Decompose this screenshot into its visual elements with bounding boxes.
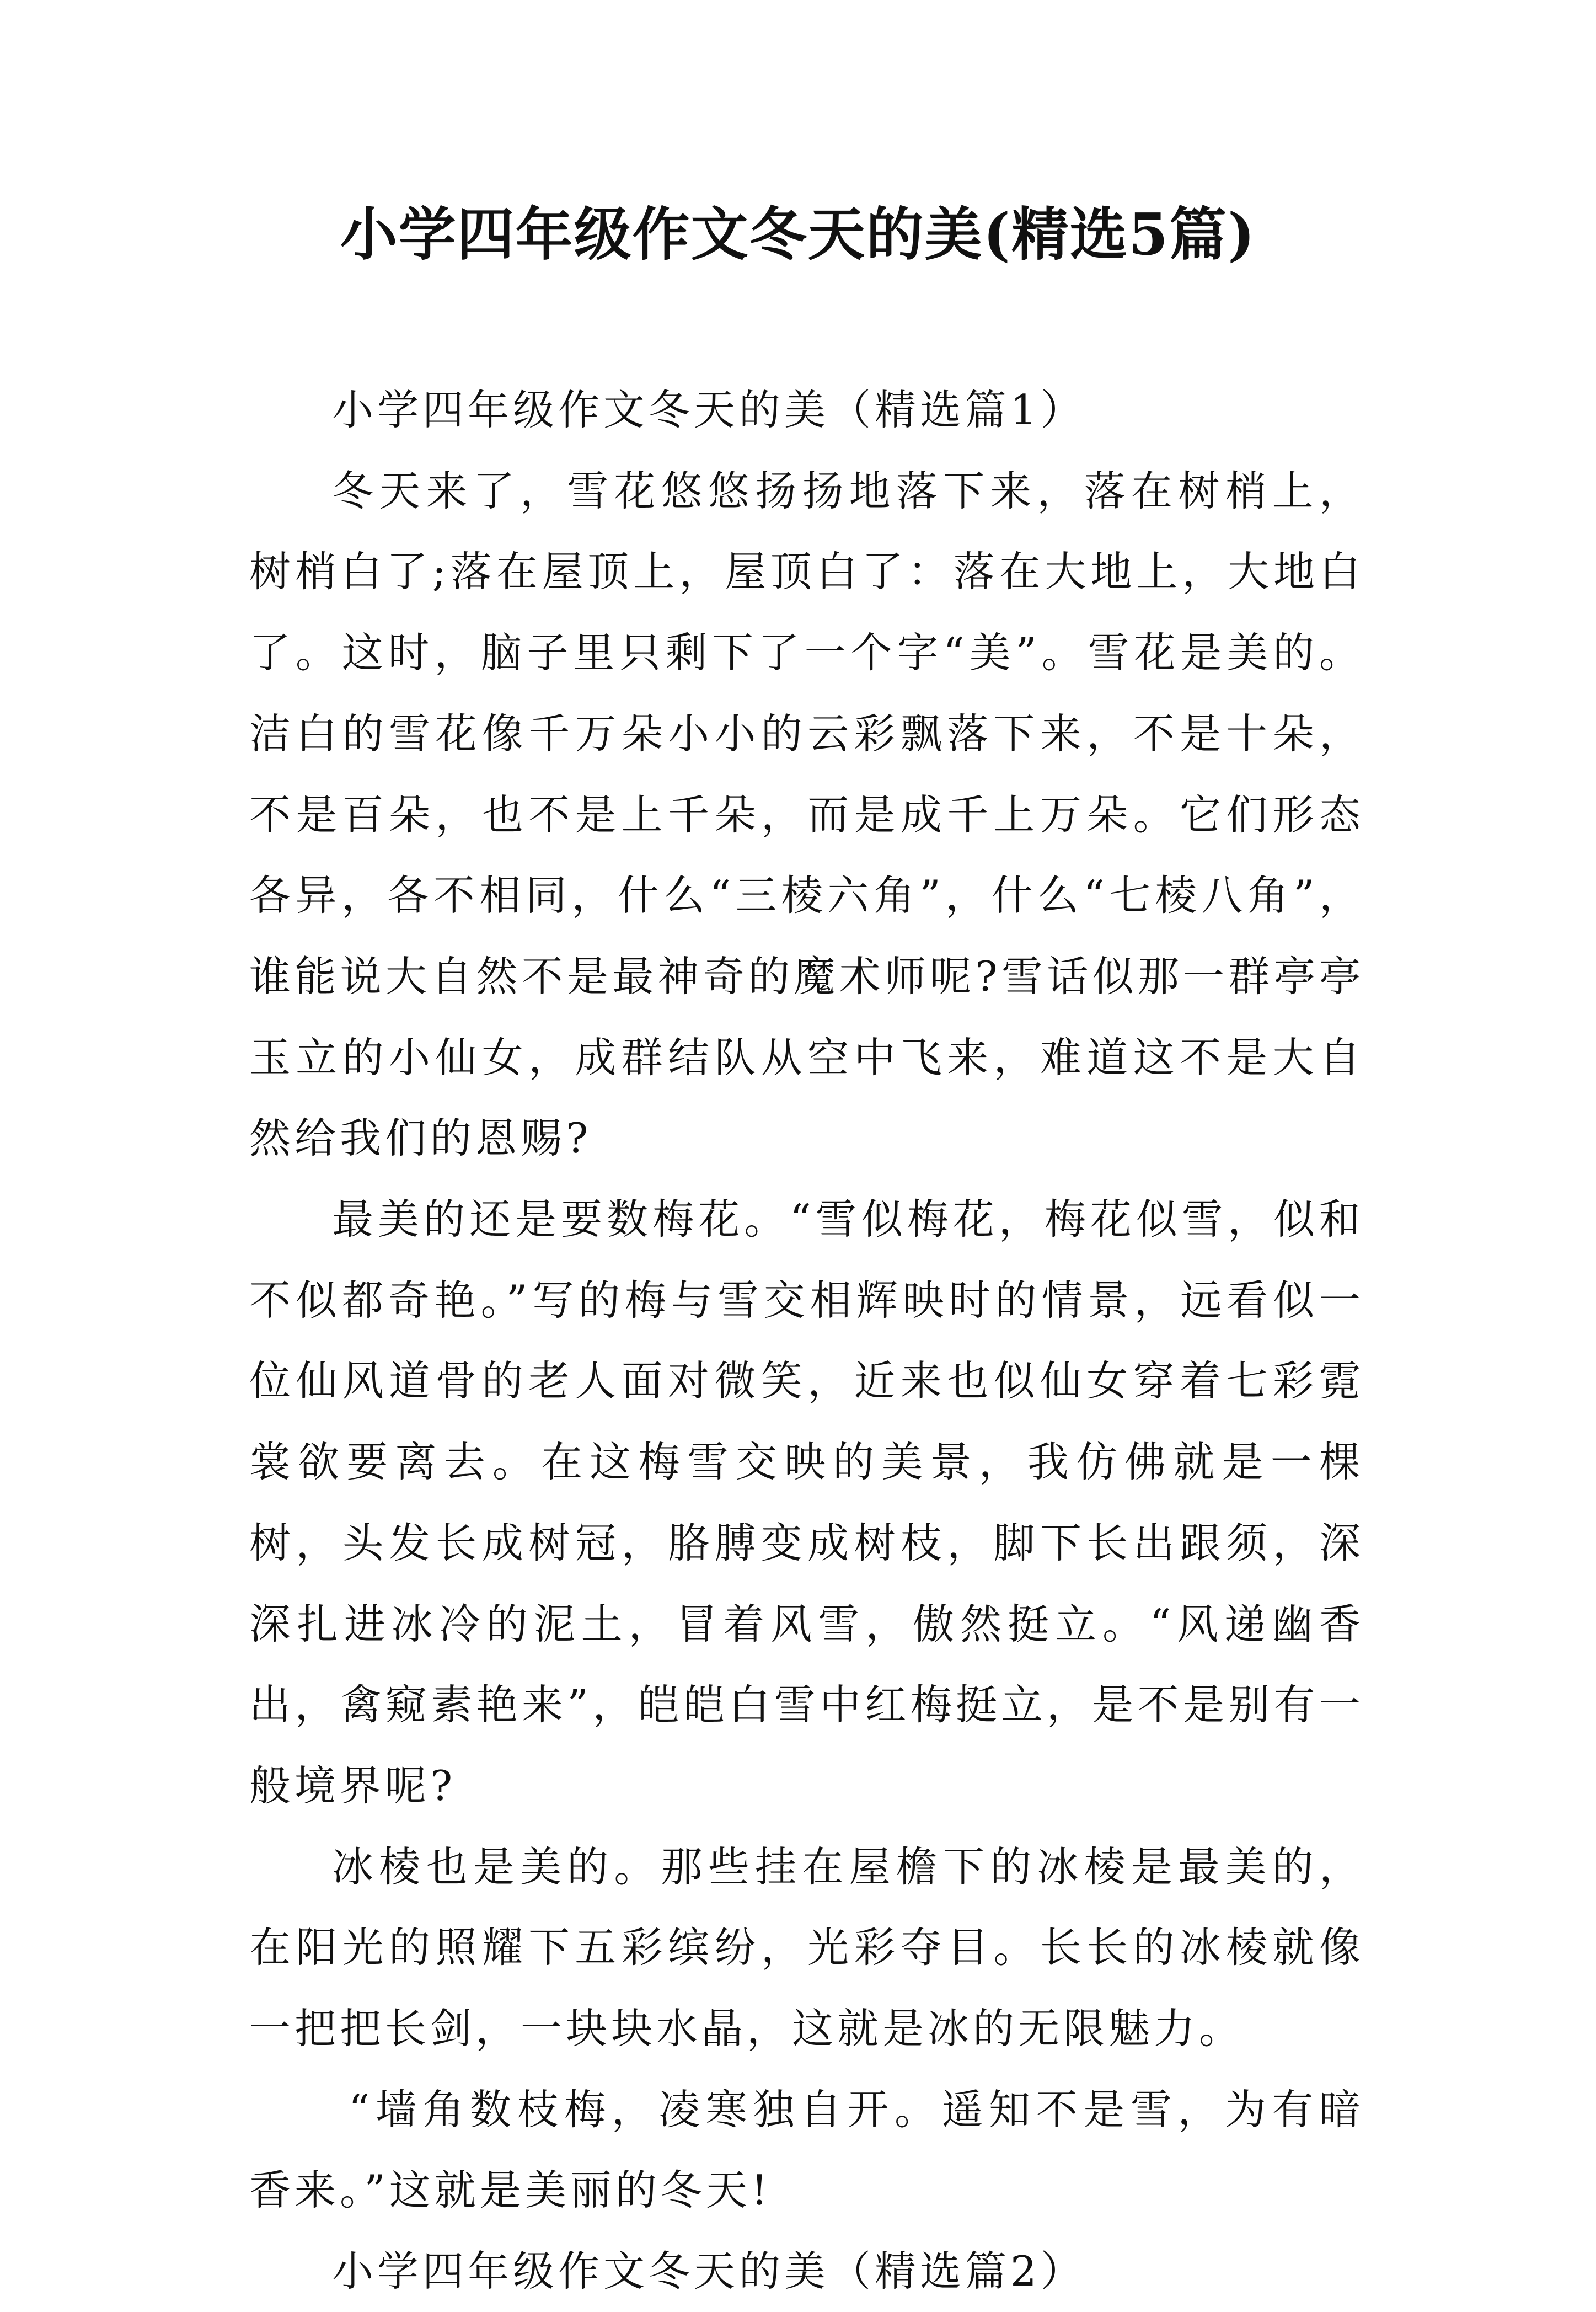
document-title: 小学四年级作文冬天的美(精选5篇) — [340, 200, 1256, 268]
document-body — [249, 370, 1364, 2312]
section-heading-1: 小学四年级作文冬天的美（精选篇1） — [332, 386, 1086, 434]
paragraph-snowflakes: 冬天来了，雪花悠悠扬扬地落下来，落在树梢上，树梢白了;落在屋顶上，屋顶白了：落在大地上，大地白了。这时，脑子里只剩下了一个字“美”。雪花是美的。洁白的雪花像千万朵小小的云彩飘落下来，不是十朵，不是百朵，也不是上千朵，而是成千上万朵。它们形态各异，各不相同，什么“三棱六角”，什么“七棱八角”，谁能说大自然不是最神奇的魔术师呢?雪话似那一群亭亭玉立的小仙女，成群结队从空中飞来，难道这不是大自然给我们的恩赐? — [249, 466, 1364, 1163]
section-heading-2: 小学四年级作文冬天的美（精选篇2） — [332, 2247, 1086, 2296]
paragraph-icicles: 冰棱也是美的。那些挂在屋檐下的冰棱是最美的，在阳光的照耀下五彩缤纷，光彩夺目。长长的冰棱就像一把把长剑，一块块水晶，这就是冰的无限魅力。 — [249, 1842, 1364, 2053]
paragraph-poem-quote: “墙角数枝梅，凌寒独自开。遥知不是雪，为有暗香来。”这就是美丽的冬天! — [249, 2085, 1364, 2215]
paragraph-plum-blossoms: 最美的还是要数梅花。“雪似梅花，梅花似雪，似和不似都奇艳。”写的梅与雪交相辉映时的情景，远看似一位仙风道骨的老人面对微笑，近来也似仙女穿着七彩霓裳欲要离去。在这梅雪交映的美景，我仿佛就是一棵树，头发长成树冠，胳膊变成树枝，脚下长出跟须，深深扎进冰冷的泥土，冒着风雪，傲然挺立。“风递幽香出，禽窥素艳来”，皑皑白雪中红梅挺立，是不是别有一般境界呢? — [249, 1195, 1364, 1810]
